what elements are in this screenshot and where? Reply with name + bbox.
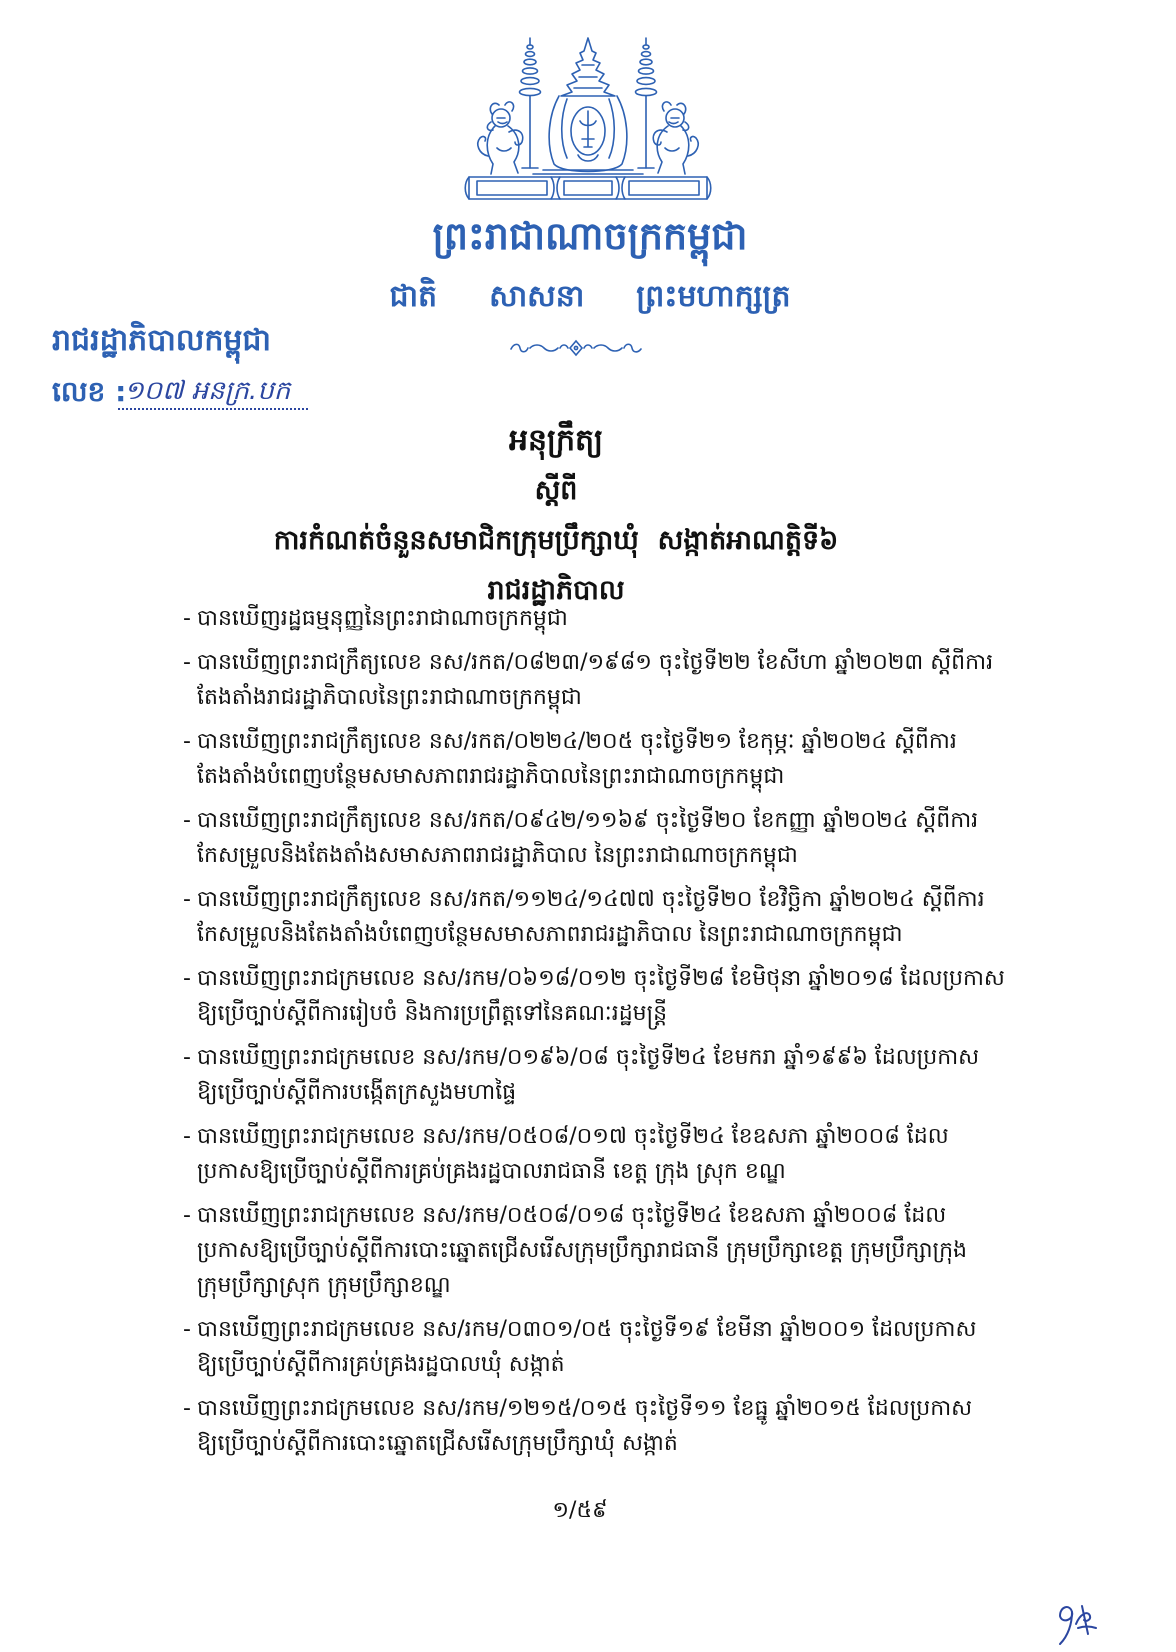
- kingdom-heading: ព្រះរាជាណាចក្រកម្ពុជា: [432, 214, 748, 258]
- consideration-line: បានឃើញព្រះរាជក្រមលេខ នស/រកម/១២១៥/០១៥ ចុះថ្ងៃទី១១ ខែធ្នូ ឆ្នាំ២០១៥ ដែលប្រកាស: [197, 1396, 973, 1421]
- bullet-dash: -: [183, 1317, 191, 1342]
- title-issuer: រាជរដ្ឋាភិបាល: [487, 575, 625, 606]
- consideration-item: [183, 1391, 1043, 1461]
- bullet-dash: -: [183, 1396, 191, 1421]
- consideration-line: កែសម្រួលនិងតែងតាំងបំពេញបន្ថែមសមាសភាពរាជរដ្ឋាភិបាល នៃព្រះរាជាណាចក្រកម្ពុជា: [197, 922, 903, 947]
- document-type-title: អនុក្រឹត្យ: [508, 423, 604, 458]
- consideration-item: [183, 601, 1043, 636]
- consideration-line: បានឃើញព្រះរាជក្រមលេខ នស/រកម/០៥០៨/០១៨ ចុះថ្ងៃទី២៤ ខែឧសភា ឆ្នាំ២០០៨ ដែល: [197, 1203, 947, 1228]
- consideration-item: [183, 1119, 1043, 1189]
- consideration-line: បានឃើញព្រះរាជក្រឹត្យលេខ នស/រកត/១១២៤/១៤៧៧ ចុះថ្ងៃទី២០ ខែវិច្ឆិកា ឆ្នាំ២០២៤ ស្តីពីការ: [197, 887, 985, 912]
- page-number: ១/៥៩: [552, 1498, 608, 1523]
- consideration-item: [183, 882, 1043, 952]
- consideration-line: បានឃើញព្រះរាជក្រមលេខ នស/រកម/០៥០៨/០១៧ ចុះថ្ងៃទី២៤ ខែឧសភា ឆ្នាំ២០០៨ ដែល: [197, 1124, 949, 1149]
- document-number-label: លេខ :: [52, 375, 127, 408]
- consideration-line: ឱ្យប្រើច្បាប់ស្តីពីការគ្រប់គ្រងរដ្ឋបាលឃុំ សង្កាត់: [197, 1352, 565, 1377]
- consideration-item: [183, 645, 1043, 715]
- bullet-dash: -: [183, 729, 191, 754]
- consideration-item: [183, 961, 1043, 1031]
- consideration-line: បានឃើញរដ្ឋធម្មនុញ្ញនៃព្រះរាជាណាចក្រកម្ពុជា: [197, 606, 568, 631]
- considerations-list: [183, 601, 1043, 1461]
- motto-religion: សាសនា: [489, 279, 585, 314]
- consideration-item: [183, 724, 1043, 794]
- bullet-dash: -: [183, 650, 191, 675]
- consideration-item: [183, 803, 1043, 873]
- national-motto: [340, 273, 840, 321]
- motto-king: ព្រះមហាក្សត្រ: [636, 279, 791, 314]
- bullet-dash: -: [183, 1124, 191, 1149]
- consideration-line: បានឃើញព្រះរាជក្រមលេខ នស/រកម/០១៩៦/០៨ ចុះថ្ងៃទី២៤ ខែមករា ឆ្នាំ១៩៩៦ ដែលប្រកាស: [197, 1045, 980, 1070]
- title-subject: ការកំណត់ចំនួនសមាជិកក្រុមប្រឹក្សាឃុំ សង្កាត់អាណត្តិទី៦: [273, 525, 839, 556]
- consideration-line: ក្រុមប្រឹក្សាស្រុក ក្រុមប្រឹក្សាខណ្ឌ: [197, 1273, 451, 1298]
- consideration-line: កែសម្រួលនិងតែងតាំងសមាសភាពរាជរដ្ឋាភិបាល នៃព្រះរាជាណាចក្រកម្ពុជា: [197, 843, 798, 868]
- divider-ornament-icon: [508, 337, 644, 359]
- consideration-item: [183, 1040, 1043, 1110]
- consideration-item: [183, 1198, 1043, 1303]
- bullet-dash: -: [183, 606, 191, 631]
- bullet-dash: -: [183, 808, 191, 833]
- consideration-line: បានឃើញព្រះរាជក្រឹត្យលេខ នស/រកត/០៩៤២/១១៦៩ ចុះថ្ងៃទី២០ ខែកញ្ញា ឆ្នាំ២០២៤ ស្តីពីការ: [197, 808, 979, 833]
- bullet-dash: -: [183, 1203, 191, 1228]
- bullet-dash: -: [183, 966, 191, 991]
- bullet-dash: -: [183, 887, 191, 912]
- consideration-line: តែងតាំងរាជរដ្ឋាភិបាលនៃព្រះរាជាណាចក្រកម្ពុជា: [197, 685, 582, 710]
- consideration-line: បានឃើញព្រះរាជក្រឹត្យលេខ នស/រកត/០២២៤/២០៥ ចុះថ្ងៃទី២១ ខែកុម្ភៈ ឆ្នាំ២០២៤ ស្តីពីការ: [197, 729, 957, 754]
- consideration-line: ឱ្យប្រើច្បាប់ស្តីពីការរៀបចំ និងការប្រព្រឹត្តទៅនៃគណៈរដ្ឋមន្ត្រី: [197, 1001, 668, 1026]
- motto-nation: ជាតិ: [389, 279, 438, 314]
- title-about: ស្តីពី: [534, 475, 578, 506]
- consideration-line: តែងតាំងបំពេញបន្ថែមសមាសភាពរាជរដ្ឋាភិបាលនៃព្រះរាជាណាចក្រកម្ពុជា: [197, 764, 785, 789]
- bullet-dash: -: [183, 1045, 191, 1070]
- consideration-line: បានឃើញព្រះរាជក្រឹត្យលេខ នស/រកត/០៨២៣/១៩៨១ ចុះថ្ងៃទី២២ ខែសីហា ឆ្នាំ២០២៣ ស្តីពីការ: [197, 650, 994, 675]
- consideration-line: ប្រកាសឱ្យប្រើច្បាប់ស្តីពីការគ្រប់គ្រងរដ្ឋបាលរាជធានី ខេត្ត ក្រុង ស្រុក ខណ្ឌ: [197, 1159, 786, 1184]
- royal-emblem-icon: [463, 36, 713, 208]
- consideration-line: ឱ្យប្រើច្បាប់ស្តីពីការបង្កើតក្រសួងមហាផ្ទៃ: [197, 1080, 517, 1105]
- consideration-line: ឱ្យប្រើច្បាប់ស្តីពីការបោះឆ្នោតជ្រើសរើសក្រុមប្រឹក្សាឃុំ សង្កាត់: [197, 1431, 678, 1456]
- consideration-line: ប្រកាសឱ្យប្រើច្បាប់ស្តីពីការបោះឆ្នោតជ្រើសរើសក្រុមប្រឹក្សារាជធានី ក្រុមប្រឹក្សាខេត្ត ក្រុមប្រឹក្សាក្រុង: [197, 1238, 968, 1263]
- consideration-line: បានឃើញព្រះរាជក្រមលេខ នស/រកម/០៣០១/០៥ ចុះថ្ងៃទី១៩ ខែមីនា ឆ្នាំ២០០១ ដែលប្រកាស: [197, 1317, 977, 1342]
- consideration-line: បានឃើញព្រះរាជក្រមលេខ នស/រកម/០៦១៨/០១២ ចុះថ្ងៃទី២៨ ខែមិថុនា ឆ្នាំ២០១៨ ដែលប្រកាស: [197, 966, 1005, 991]
- document-number-handwritten: ១០៧ អនក្រ.បក: [118, 372, 308, 410]
- consideration-item: [183, 1312, 1043, 1382]
- handwritten-initials-icon: [1040, 1594, 1100, 1648]
- government-heading: រាជរដ្ឋាភិបាលកម្ពុជា: [52, 323, 271, 358]
